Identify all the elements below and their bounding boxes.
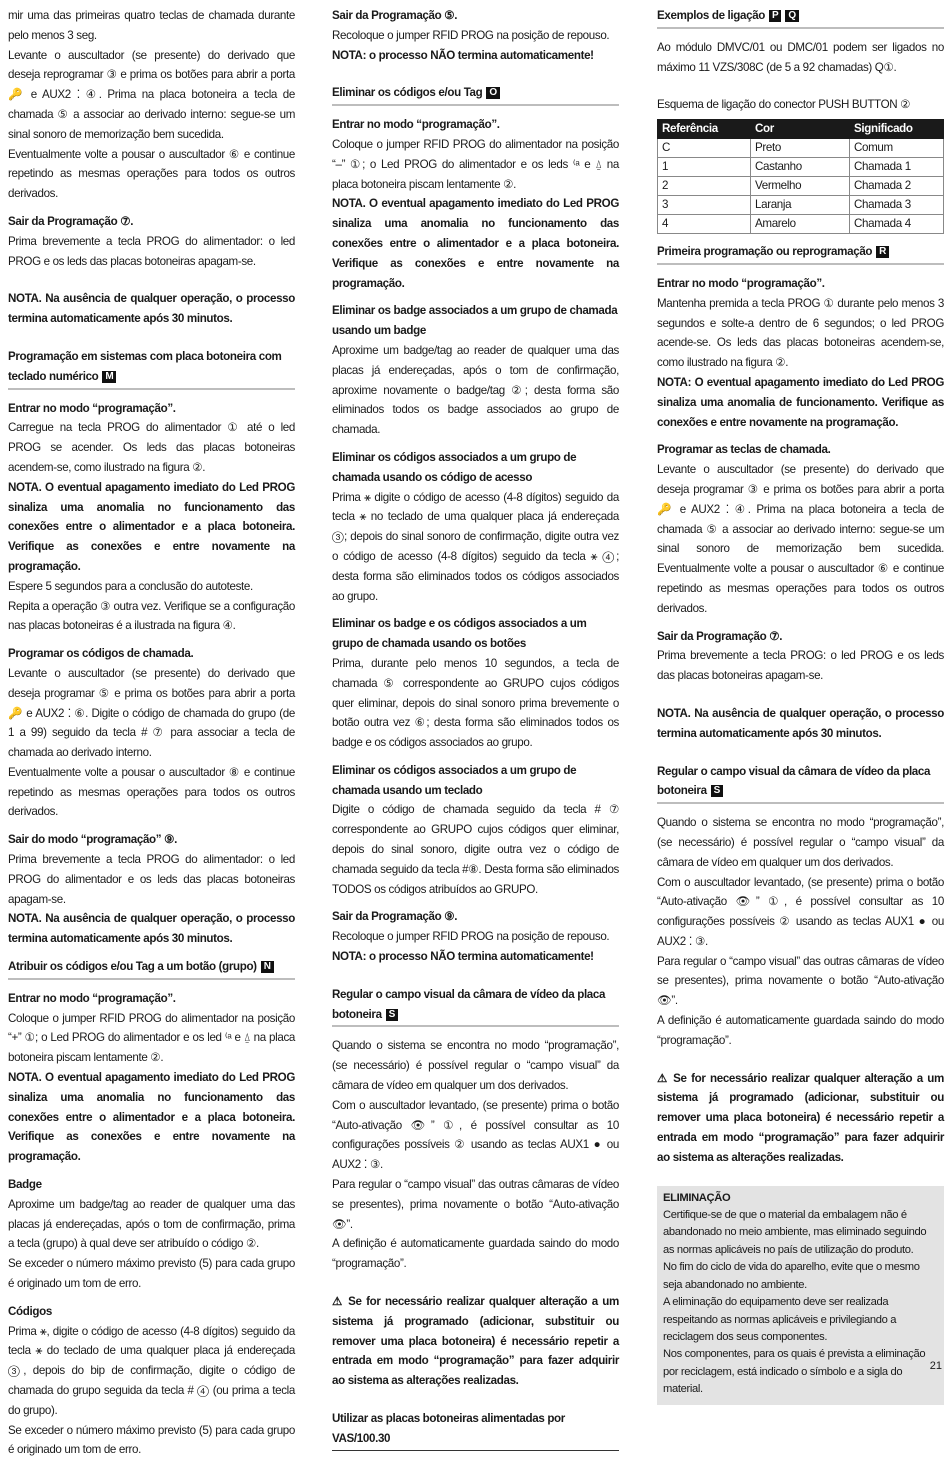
note: NOTA. O eventual apagamento imediato do Led PROG sinaliza uma anomalia no funcionamento das conexões entre o alimentador e a placa botoneira. Verifique as conexões e entre novamente na programação. <box>8 480 295 573</box>
paragraph: Para regular o “campo visual” das outras câmaras de vídeo se presentes), prima novamente o botão “Auto-ativação 👁”. <box>332 1178 619 1231</box>
column-3 <box>657 6 944 1405</box>
table-cell: Chamada 1 <box>850 158 944 177</box>
note: NOTA. Na ausência de qualquer operação, o processo termina automaticamente após 30 minutos. <box>8 292 295 326</box>
paragraph: A definição é automaticamente guardada saindo do modo “programação”. <box>332 1237 619 1271</box>
step-heading: Eliminar os códigos associados a um grupo de chamada usando um teclado <box>332 763 577 797</box>
step-heading: Badge <box>8 1178 42 1192</box>
footer-section-heading <box>332 1409 619 1451</box>
section-title: Atribuir os códigos e/ou Tag a um botão (grupo) <box>8 960 257 974</box>
table-header: Referência <box>658 120 751 139</box>
column-1 <box>8 6 295 1460</box>
section-heading-examples <box>657 6 944 29</box>
paragraph: Prima ⚹, digite o código de acesso (4-8 dígitos) seguido da tecla ⚹ do teclado de uma qualquer placa já endereçada ③, depois do bip de confirmação, digite o código de chamada do grupo seguida da tecla # ④ (ou prima a tecla do grupo). <box>8 1324 295 1417</box>
note: NOTA. O eventual apagamento imediato do Led PROG sinaliza uma anomalia no funcionamento das conexões entre o alimentador e a placa botoneira. Verifique as conexões e entre novamente na programação. <box>332 197 619 290</box>
column-2 <box>332 6 619 1460</box>
step-heading: Sair da Programação ⑦. <box>8 214 134 228</box>
table-cell: Vermelho <box>751 177 850 196</box>
table-row <box>658 215 944 234</box>
section-badge: S <box>711 785 723 797</box>
paragraph: Eventualmente volte a pousar o auscultador ⑧ e continue repetindo as mesmas operações para todos os outros derivados. <box>8 765 295 819</box>
paragraph: Ao módulo DMVC/01 ou DMC/01 podem ser ligados no máximo 11 VZS/308C (de 5 a 92 chamadas) Q①. <box>657 40 944 74</box>
table-header: Cor <box>751 120 850 139</box>
step-heading: Sair da Programação ⑦. <box>657 629 783 643</box>
step-heading: Programar as teclas de chamada. <box>657 443 831 457</box>
section-heading-o <box>332 83 619 106</box>
table-cell: Comum <box>850 139 944 158</box>
table-caption: Esquema de ligação do conector PUSH BUTTON ② <box>657 98 911 112</box>
table-cell: Chamada 2 <box>850 177 944 196</box>
disposal-title: ELIMINAÇÃO <box>663 1191 731 1204</box>
section-heading-n <box>8 957 295 980</box>
section-title: Exemplos de ligação <box>657 9 766 22</box>
note: NOTA. Na ausência de qualquer operação, o processo termina automaticamente após 30 minutos. <box>657 706 944 740</box>
note: NOTA: O eventual apagamento imediato do Led PROG sinaliza uma anomalia de funcionamento. Verifique as conexões e entre novamente na programação. <box>657 375 944 429</box>
warning-note: ⚠ Se for necessário realizar qualquer alteração a um sistema já programado (adicionar, substituir ou remover uma placa botoneira) é necessário repetir a entrada em modo “programação” para fazer adquirir ao sistema as alterações realizadas. <box>332 1295 619 1388</box>
paragraph: Certifique-se de que o material da embalagem não é abandonado no meio ambiente, mas eliminado seguindo as normas aplicáveis no país de utilização do produto. <box>663 1209 927 1256</box>
paragraph: Mantenha premida a tecla PROG ① durante pelo menos 3 segundos e solte-a dentro de 6 segundos; o led PROG acende-se. Os leds das placas botoneiras acendem-se, como ilustrado na figura ②. <box>657 296 944 370</box>
paragraph: Aproxime um badge/tag ao reader de qualquer uma das placas já endereçadas, após o tom de confirmação, prima a tecla (grupo) à qual deve ser atribuído o código ②. <box>8 1197 295 1251</box>
paragraph: Quando o sistema se encontra no modo “programação”, (se necessário) é possível regular o “campo visual” da câmara de vídeo em qualquer um dos derivados. <box>332 1039 619 1093</box>
section-heading-m <box>8 347 295 390</box>
paragraph: Levante o auscultador (se presente) do derivado que deseja reprogramar ③ e prima os botões para abrir a porta 🔑 e AUX2 ⁚ ④. Prima na placa botoneira a tecla de chamada ⑤ a associar ao derivado interno: segue-se um sinal sonoro de memorização bem sucedida. <box>8 48 295 141</box>
paragraph: Se exceder o número máximo previsto (5) para cada grupo é originado um tom de erro. <box>8 1257 295 1291</box>
paragraph: Digite o código de chamada seguido da tecla # ⑦ correspondente ao GRUPO cujos códigos quer eliminar, depois do sinal sonoro, digite outra vez o código de chamada seguido da tecla #⑧. Desta forma são eliminados TODOS os códigos atribuídos ao GRUPO. <box>332 803 619 896</box>
section-title: Eliminar os códigos e/ou Tag <box>332 86 483 100</box>
paragraph: Levante o auscultador (se presente) do derivado que deseja programar ⑤ e prima os botões para abrir a porta 🔑 e AUX2 ⁚ ⑥. Digite o código de chamada do grupo (de 1 a 99) seguido da tecla # ⑦ para associar a tecla de chamada ao derivado interno. <box>8 666 295 760</box>
section-badge: O <box>486 87 499 99</box>
section-title: Regular o campo visual da câmara de vídeo da placa botoneira <box>657 764 931 798</box>
table-cell: 2 <box>658 177 751 196</box>
paragraph: Prima brevemente a tecla PROG do alimentador: o led PROG do alimentador e os leds das placas botoneiras apagam-se. <box>8 853 295 906</box>
table-row <box>658 196 944 215</box>
section-badge: N <box>261 961 274 973</box>
paragraph: Com o auscultador levantado, (se presente) prima o botão “Auto-ativação 👁” ①, é possível consultar as 10 configurações possíveis ② usando as teclas AUX1 ● ou AUX2 ⁚ ③. <box>657 875 944 948</box>
paragraph: Prima ⚹ digite o código de acesso (4-8 dígitos) seguido da tecla ⚹ no teclado de uma qualquer placa já endereçada ③; depois do sinal sonoro de confirmação, digite outra vez o código de acesso (4-8 dígitos) seguido da tecla ⚹ ④; desta forma são eliminados todos os códigos associados ao grupo. <box>332 490 619 603</box>
warning-note: ⚠ Se for necessário realizar qualquer alteração a um sistema já programado (adicionar, substituir ou remover uma placa botoneira) é necessário repetir a entrada em modo “programação” para fazer adquirir ao sistema as alterações realizadas. <box>657 1071 944 1164</box>
paragraph: Levante o auscultador (se presente) do derivado que deseja programar ③ e prima os botões para abrir a porta 🔑 e AUX2 ⁚ ④. Prima na placa botoneira a tecla de chamada ⑤ a associar ao derivado interno: segue-se um sinal sonoro de memorização bem sucedida. Eventualmente volte a pousar o auscultador ⑥ e continue repetindo as mesmas operações para todos os outros derivados. <box>657 463 944 615</box>
paragraph: A definição é automaticamente guardada saindo do modo “programação”. <box>657 1014 944 1047</box>
paragraph: Aproxime um badge/tag ao reader de qualquer uma das placas já endereçadas, após o tom de confirmação, aproxime novamente o badge/tag ②; desta forma são eliminados todos os badge associados ao grupo de chamada. <box>332 343 619 437</box>
table-cell: 4 <box>658 215 751 234</box>
table-cell: 3 <box>658 196 751 215</box>
paragraph: Coloque o jumper RFID PROG do alimentador na posição “–” ①; o Led PROG do alimentador e os leds ⁽ᵃ e ⍙ na placa botoneira piscam lentamente ②. <box>332 137 619 191</box>
paragraph: Quando o sistema se encontra no modo “programação”, (se necessário) é possível regular o “campo visual” da câmara de vídeo em qualquer um dos derivados. <box>657 816 944 869</box>
paragraph: Prima brevemente a tecla PROG: o led PROG e os leds das placas botoneiras apagam-se. <box>657 649 944 683</box>
table-cell: Preto <box>751 139 850 158</box>
table-cell: Amarelo <box>751 215 850 234</box>
table-cell: Laranja <box>751 196 850 215</box>
note: NOTA. Na ausência de qualquer operação, o processo termina automaticamente após 30 minutos. <box>8 912 295 946</box>
table-cell: C <box>658 139 751 158</box>
paragraph: Nos componentes, para os quais é prevista a eliminação por reciclagem, está indicado o símbolo e a sigla do material. <box>663 1348 926 1396</box>
paragraph: mir uma das primeiras quatro teclas de chamada durante pelo menos 3 seg. <box>8 9 295 42</box>
paragraph: Recoloque o jumper RFID PROG na posição de repouso. <box>332 28 610 42</box>
paragraph: Espere 5 segundos para a conclusão do autoteste. <box>8 579 253 593</box>
step-heading: Programar os códigos de chamada. <box>8 647 194 661</box>
paragraph: Com o auscultador levantado, (se presente) prima o botão “Auto-ativação 👁” ①, é possível consultar as 10 configurações possíveis ② usando as teclas AUX1 ● ou AUX2 ⁚ ③. <box>332 1098 619 1172</box>
section-badge: S <box>386 1009 398 1021</box>
step-heading: Entrar no modo “programação”. <box>8 991 176 1005</box>
paragraph: Prima, durante pelo menos 10 segundos, a tecla de chamada ⑤ correspondente ao GRUPO cujos códigos quer eliminar, depois do sinal sonoro prima brevemente o botão outra vez ⑥; desta forma são eliminados todos os badge e os códigos associados ao grupo. <box>332 656 619 750</box>
section-badge: M <box>102 371 116 383</box>
table-cell: Castanho <box>751 158 850 177</box>
section-title: Programação em sistemas com placa botoneira com teclado numérico <box>8 349 282 383</box>
table-row <box>658 139 944 158</box>
section-badge: R <box>876 246 889 258</box>
table-cell: Chamada 3 <box>850 196 944 215</box>
paragraph: Carregue na tecla PROG do alimentador ① até o led PROG se acender. Os leds das placas botoneiras acendem-se, como ilustrado na figura ②. <box>8 421 295 474</box>
table-cell: Chamada 4 <box>850 215 944 234</box>
section-heading-s <box>657 762 944 805</box>
step-heading: Entrar no modo “programação”. <box>8 401 176 415</box>
step-heading: Códigos <box>8 1304 52 1318</box>
section-badge: Q <box>785 10 798 22</box>
step-heading: Eliminar os badge associados a um grupo de chamada usando um badge <box>332 304 618 338</box>
paragraph: Eventualmente volte a pousar o auscultador ⑥ e continue repetindo as mesmas operações para todos os outros derivados. <box>8 147 295 201</box>
table-row <box>658 158 944 177</box>
paragraph: Para regular o “campo visual” das outras câmaras de vídeo se presentes), prima novamente o botão “Auto-ativação 👁”. <box>657 954 944 1008</box>
paragraph: Recoloque o jumper RFID PROG na posição de repouso. <box>332 930 610 944</box>
step-heading: Sair da Programação ⑤. <box>332 9 458 22</box>
section-heading-r <box>657 242 944 265</box>
note: NOTA. O eventual apagamento imediato do Led PROG sinaliza uma anomalia no funcionamento das conexões entre o alimentador e a placa botoneira. Verifique as conexões e entre novamente na programação. <box>8 1071 295 1164</box>
note: NOTA: o processo NÃO termina automaticamente! <box>332 950 594 964</box>
step-heading: Entrar no modo “programação”. <box>657 276 825 290</box>
paragraph: No fim do ciclo de vida do aparelho, evite que o mesmo seja abandonado no ambiente. <box>663 1261 920 1291</box>
section-title: Regular o campo visual da câmara de vídeo da placa botoneira <box>332 987 606 1021</box>
table-header: Significado <box>850 120 944 139</box>
note: NOTA: o processo NÃO termina automaticamente! <box>332 48 594 62</box>
step-heading: Entrar no modo “programação”. <box>332 118 500 132</box>
paragraph: A eliminação do equipamento deve ser realizada respeitando as normas aplicáveis e privilegiando a reciclagem dos seus componentes. <box>663 1296 897 1343</box>
step-heading: Sair da Programação ⑨. <box>332 910 458 924</box>
connector-table <box>657 119 944 234</box>
paragraph: Prima brevemente a tecla PROG do alimentador: o led PROG e os leds das placas botoneiras apagam-se. <box>8 234 295 268</box>
step-heading: Eliminar os códigos associados a um grupo de chamada usando os código de acesso <box>332 450 577 484</box>
section-title: Utilizar as placas botoneiras alimentadas por VAS/100.30 <box>332 1412 565 1445</box>
paragraph: Se exceder o número máximo previsto (5) para cada grupo é originado um tom de erro. <box>8 1423 295 1457</box>
step-heading: Eliminar os badge e os códigos associados a um grupo de chamada usando os botões <box>332 617 587 651</box>
section-heading-s <box>332 985 619 1028</box>
paragraph: Repita a operação ③ outra vez. Verifique se a configuração nas placas botoneiras é a ilustrada na figura ④. <box>8 599 295 633</box>
step-heading: Sair do modo “programação” ⑨. <box>8 833 178 847</box>
section-badge: P <box>769 10 781 22</box>
disposal-box <box>657 1186 944 1405</box>
paragraph: Coloque o jumper RFID PROG do alimentador na posição “+” ①; o Led PROG do alimentador e os led ⁽ᵃ e ⍙ na placa botoneira piscam lentamente ②. <box>8 1011 295 1065</box>
table-row <box>658 177 944 196</box>
table-cell: 1 <box>658 158 751 177</box>
page-number: 21 <box>929 1360 942 1372</box>
section-title: Primeira programação ou reprogramação <box>657 245 873 259</box>
